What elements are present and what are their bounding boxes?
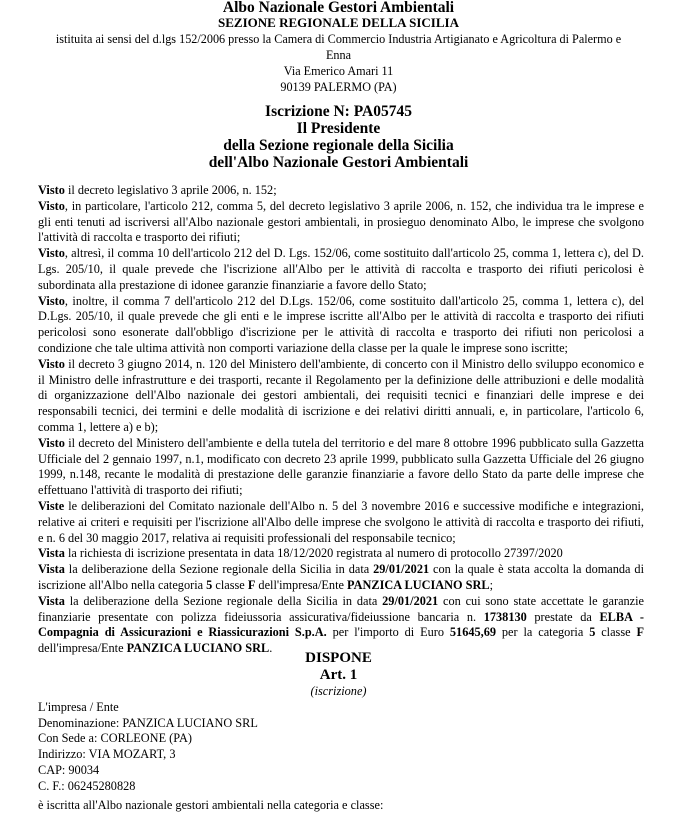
paragraph-text: la deliberazione della Sezione regionale della Sicilia in data (64, 593, 383, 608)
header-city: 90139 PALERMO (PA) (280, 80, 397, 94)
article-note: (iscrizione) (310, 684, 367, 698)
paragraph-text: dell'impresa/Ente (38, 641, 127, 656)
company-detail-line: Denominazione: PANZICA LUCIANO SRL (38, 715, 258, 730)
preamble-paragraph (38, 183, 644, 199)
class-value: F (247, 577, 256, 592)
preamble-paragraph (38, 357, 644, 436)
paragraph-text: prestate da (526, 609, 600, 624)
paragraph-text: dell'impresa/Ente (255, 577, 348, 592)
company-detail-line: Con Sede a: CORLEONE (PA) (38, 731, 192, 746)
paragraph-text: il decreto del Ministero dell'ambiente e della tutela del territorio e del mare 8 ottobre 1996 pubblicato sulla Gazzetta Ufficiale del 2 gennaio 1997, n.1, modificato con decreto 23 aprile 1999, pubblicato sulla Gazzetta Ufficiale del 26 giugno 1999, n.148, recante le modalità di prestazione delle garanzie finanziarie a favore dello Stato da parte delle imprese che effettuano l'attività di trasporto dei rifiuti; (38, 435, 644, 498)
header-institution-line1: istituita ai sensi del d.lgs 152/2006 presso la Camera di Commercio Industria Artigianato e Agricoltura di Palermo e (55, 32, 622, 46)
company-name: PANZICA LUCIANO SRL (126, 641, 270, 656)
guarantee-amount: 51645,69 (449, 625, 497, 640)
category-value: 5 (206, 577, 213, 592)
category-value: 5 (589, 625, 596, 640)
header-address: Via Emerico Amari 11 (283, 64, 394, 78)
deliberation-date: 29/01/2021 (382, 593, 439, 608)
preamble-paragraph (38, 499, 644, 546)
header-subtitle: SEZIONE REGIONALE DELLA SICILIA (218, 15, 459, 30)
paragraph-lead: Vista (38, 593, 65, 608)
paragraph-text: il decreto 3 giugno 2014, n. 120 del Ministero dell'ambiente, di concerto con il Ministro dello sviluppo economico e il Ministro delle infrastrutture e dei trasporti, recante il Regolamento per la definizione delle attribuzioni e delle modalità di organizzazione dell'Albo nazionale dei gestori ambientali, dei requisiti tecnici e finanziari delle imprese e dei responsabili tecnici, dei termini e delle modalità di iscrizione e dei relativi diritti annuali, e, in particolare, l'articolo 6, comma 1, lettere a) e b); (38, 356, 644, 434)
paragraph-text: per l'importo di Euro (326, 625, 450, 640)
paragraph-text: la deliberazione della Sezione regionale della Sicilia in data (64, 562, 374, 577)
paragraph-text: ; (489, 577, 494, 592)
preamble-body (38, 183, 644, 657)
dispone-heading: DISPONE (305, 650, 372, 666)
deliberation-guarantee (38, 594, 644, 657)
president-title: Il Presidente (296, 120, 381, 137)
registration-number: Iscrizione N: PA05745 (265, 103, 412, 120)
paragraph-lead: Visto (38, 246, 65, 261)
paragraph-text: classe (212, 577, 248, 592)
company-name: PANZICA LUCIANO SRL (347, 577, 490, 592)
preamble-paragraph (38, 436, 644, 499)
registration-statement: è iscritta all'Albo nazionale gestori ambientali nella categoria e classe: (38, 798, 384, 812)
company-detail-line: Indirizzo: VIA MOZART, 3 (38, 747, 176, 762)
paragraph-text: il decreto legislativo 3 aprile 2006, n. 152; (64, 183, 277, 197)
preamble-paragraph (38, 199, 644, 246)
deliberation-acceptance (38, 562, 644, 594)
paragraph-text: , altresì, il comma 10 dell'articolo 212 del D. Lgs. 152/06, come sostituito dall'articolo 25, comma 1, lettera c), del D. Lgs. 205/10, il quale prevede che l'iscrizione all'Albo per le attività di raccolta e trasporto dei rifiuti pericolosi è subordinata alla prestazione di idonee garanzie finanziarie a favore dello Stato; (38, 246, 644, 292)
preamble-paragraph (38, 546, 644, 562)
paragraph-text: per la categoria (496, 625, 590, 640)
preamble-paragraph (38, 294, 644, 357)
paragraph-text: con la quale è stata accolta la domanda di iscrizione all'Albo nella categoria (38, 562, 644, 592)
paragraph-text: classe (595, 625, 637, 640)
paragraph-lead: Vista (38, 546, 65, 561)
deliberation-date: 29/01/2021 (373, 562, 430, 577)
insurer-name: ELBA - Compagnia di Assicurazioni e Riassicurazioni S.p.A. (38, 609, 644, 640)
paragraph-lead: Visto (38, 356, 65, 371)
paragraph-lead: Visto (38, 183, 65, 197)
company-detail-line: L'impresa / Ente (38, 700, 119, 714)
company-details (38, 700, 258, 794)
company-detail-line: CAP: 90034 (38, 762, 100, 777)
paragraph-text: con cui sono state accettate le garanzie finanziarie presentate con polizza fideiussoria assicurativa/fideiussione bancaria n. (38, 593, 645, 624)
paragraph-lead: Visto (38, 198, 65, 213)
paragraph-text: le deliberazioni del Comitato nazionale dell'Albo n. 5 del 3 novembre 2016 e successive modifiche e integrazioni, relative ai criteri e requisiti per l'iscrizione all'Albo delle imprese che svolgono le attività di raccolta e trasporto dei rifiuti, e n. 6 del 30 maggio 2017, relativa ai requisiti professionali del responsabile tecnico; (38, 498, 644, 545)
preamble-paragraph (38, 246, 644, 293)
class-value: F (636, 625, 644, 640)
paragraph-text: , in particolare, l'articolo 212, comma 5, del decreto legislativo 3 aprile 2006, n. 152, che individua tra le imprese e gli enti tenuti ad iscriversi all'Albo nazionale gestori ambientali, in prosieguo denominato Albo, le imprese che svolgono l'attività di raccolta e trasporto dei rifiuti; (38, 198, 644, 245)
paragraph-text: la richiesta di iscrizione presentata in data 18/12/2020 registrata al numero di protocollo 27397/2020 (64, 546, 563, 561)
article-heading: Art. 1 (319, 667, 358, 683)
policy-number: 1738130 (483, 609, 527, 624)
paragraph-lead: Visto (38, 435, 65, 450)
register-title: dell'Albo Nazionale Gestori Ambientali (208, 154, 469, 171)
paragraph-text: . (269, 641, 273, 656)
paragraph-lead: Viste (38, 498, 65, 513)
paragraph-lead: Vista (38, 562, 65, 577)
header-title: Albo Nazionale Gestori Ambientali (222, 0, 455, 16)
paragraph-text: , inoltre, il comma 7 dell'articolo 212 del D.Lgs. 152/06, come sostituito dall'articolo 25, comma 1, lettera c), del D.Lgs. 205/10, il quale prevede che gli enti e le imprese iscritte all'Albo per le attività di raccolta e trasporto dei rifiuti pericolosi sono esonerate dall'obbligo d'iscrizione per le attività di raccolta e trasporto dei rifiuti non pericolosi a condizione che tale ultima attività non comporti variazione della classe per la quale le imprese sono iscritte; (38, 293, 644, 355)
company-detail-line: C. F.: 06245280828 (38, 778, 136, 793)
section-title: della Sezione regionale della Sicilia (223, 137, 454, 154)
paragraph-lead: Visto (38, 293, 65, 308)
header-institution-line2: Enna (325, 48, 352, 62)
